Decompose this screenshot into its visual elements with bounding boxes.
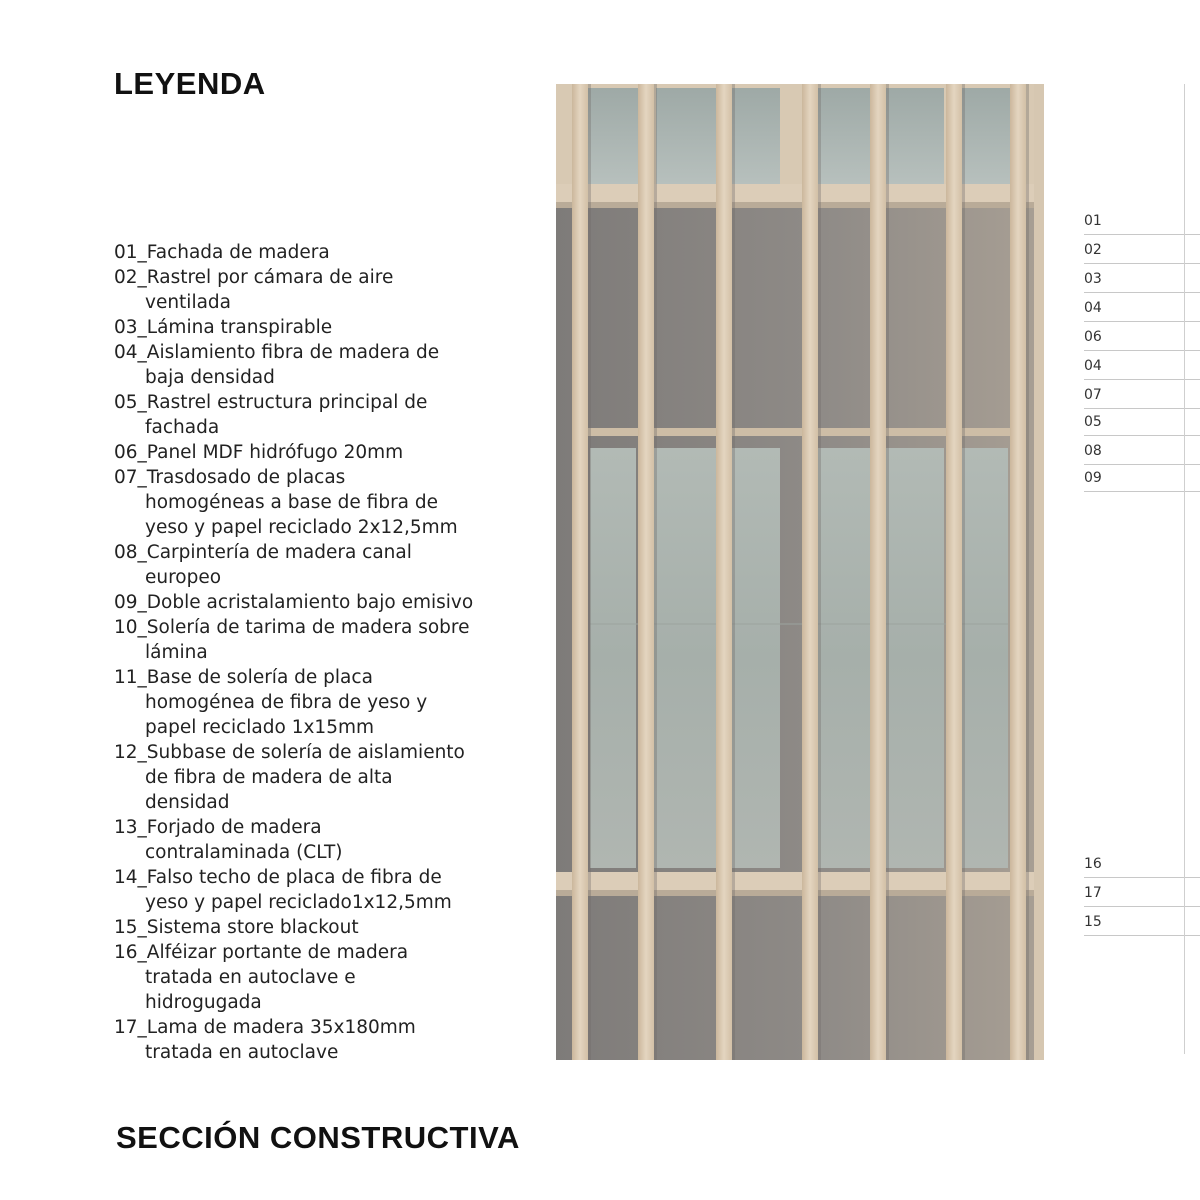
wood-slat-shadow — [962, 84, 965, 1060]
section-tag-upper — [1084, 386, 1200, 409]
legend-title: LEYENDA — [114, 66, 266, 101]
legend-item-text: 07_Trasdosado de placas — [114, 467, 346, 488]
legend-item-text: 06_Panel MDF hidrófugo 20mm — [114, 442, 404, 463]
wood-slat-shadow — [588, 84, 591, 1060]
legend-item — [114, 665, 514, 740]
facade-right-edge — [1034, 84, 1044, 1060]
wood-slat — [870, 84, 886, 1060]
legend-item-text: 15_Sistema store blackout — [114, 917, 359, 938]
wood-slat-shadow — [654, 84, 657, 1060]
wood-slat-shadow — [886, 84, 889, 1060]
legend-item-text: 10_Solería de tarima de madera sobre — [114, 617, 470, 638]
wood-slat-shadow — [818, 84, 821, 1060]
legend-item-text: 08_Carpintería de madera canal — [114, 542, 412, 563]
legend-item — [114, 740, 514, 815]
legend-item — [114, 540, 514, 590]
section-tag-label: 08 — [1084, 443, 1102, 459]
legend-item-continuation: contralaminada (CLT) — [145, 842, 343, 863]
legend-item — [114, 815, 514, 865]
wood-slat — [802, 84, 818, 1060]
section-tag-upper — [1084, 357, 1200, 380]
section-tag-label: 01 — [1084, 213, 1102, 229]
legend-item-continuation: de fibra de madera de alta — [145, 767, 393, 788]
section-tag-label: 05 — [1084, 414, 1102, 430]
section-tag-lower — [1084, 855, 1200, 878]
legend-item-text: 11_Base de solería de placa — [114, 667, 373, 688]
section-drawing-edge — [1184, 84, 1185, 1054]
legend-item-continuation: yeso y papel reciclado 2x12,5mm — [145, 517, 458, 538]
section-tag-label: 02 — [1084, 242, 1102, 258]
section-tag-label: 04 — [1084, 358, 1102, 374]
section-tag-upper — [1084, 270, 1200, 293]
legend-item — [114, 915, 514, 940]
legend-item — [114, 315, 514, 340]
legend-item-continuation: papel reciclado 1x15mm — [145, 717, 375, 738]
legend-item-text: 05_Rastrel estructura principal de — [114, 392, 428, 413]
section-tag-upper — [1084, 442, 1200, 465]
legend-item-text: 09_Doble acristalamiento bajo emisivo — [114, 592, 474, 613]
legend-item-continuation: tratada en autoclave — [145, 1042, 339, 1063]
section-title: SECCIÓN CONSTRUCTIVA — [116, 1120, 520, 1155]
legend-item-continuation: densidad — [145, 792, 230, 813]
section-tag-upper — [1084, 212, 1200, 235]
wood-slat — [716, 84, 732, 1060]
legend-item — [114, 390, 514, 440]
legend-item — [114, 340, 514, 390]
legend-item-continuation: tratada en autoclave e — [145, 967, 356, 988]
legend-item-continuation: homogéneas a base de fibra de — [145, 492, 439, 513]
legend-item — [114, 440, 514, 465]
section-tag-label: 09 — [1084, 470, 1102, 486]
wood-slat — [946, 84, 962, 1060]
section-tag-upper — [1084, 299, 1200, 322]
legend-item-text: 17_Lama de madera 35x180mm — [114, 1017, 416, 1038]
section-tag-label: 07 — [1084, 387, 1102, 403]
section-tag-label: 16 — [1084, 856, 1102, 872]
legend-item-continuation: baja densidad — [145, 367, 275, 388]
legend-item-text: 13_Forjado de madera — [114, 817, 322, 838]
section-tag-upper — [1084, 413, 1200, 436]
legend-item — [114, 240, 514, 265]
section-tag-upper — [1084, 328, 1200, 351]
legend-item-text: 12_Subbase de solería de aislamiento — [114, 742, 465, 763]
legend-item — [114, 465, 514, 540]
legend-item-continuation: europeo — [145, 567, 222, 588]
legend-item — [114, 590, 514, 615]
section-tag-label: 04 — [1084, 300, 1102, 316]
section-tag-label: 15 — [1084, 914, 1102, 930]
legend-item-continuation: homogénea de fibra de yeso y — [145, 692, 428, 713]
section-tag-upper — [1084, 469, 1200, 492]
facade-elevation-drawing — [556, 84, 1044, 1060]
legend-item-text: 16_Alféizar portante de madera — [114, 942, 409, 963]
legend-item-text: 04_Aislamiento fibra de madera de — [114, 342, 440, 363]
wood-slat-shadow — [732, 84, 735, 1060]
legend-item — [114, 265, 514, 315]
legend-item-continuation: lámina — [145, 642, 208, 663]
legend-item-text: 02_Rastrel por cámara de aire — [114, 267, 394, 288]
legend-item-text: 03_Lámina transpirable — [114, 317, 333, 338]
legend-item — [114, 1015, 514, 1065]
legend-item — [114, 865, 514, 915]
legend-item-continuation: yeso y papel reciclado1x12,5mm — [145, 892, 452, 913]
wood-slat — [572, 84, 588, 1060]
wood-slat-shadow — [1026, 84, 1029, 1060]
section-tag-label: 03 — [1084, 271, 1102, 287]
section-tag-lower — [1084, 884, 1200, 907]
section-tag-lower — [1084, 913, 1200, 936]
legend-item-continuation: fachada — [145, 417, 220, 438]
section-tag-upper — [1084, 241, 1200, 264]
wood-slat — [1010, 84, 1026, 1060]
legend-item — [114, 940, 514, 1015]
legend-item-text: 14_Falso techo de placa de fibra de — [114, 867, 442, 888]
legend-list — [114, 240, 514, 1065]
legend-item-continuation: hidrogugada — [145, 992, 262, 1013]
legend-item-continuation: ventilada — [145, 292, 232, 313]
legend-item-text: 01_Fachada de madera — [114, 242, 330, 263]
section-tag-label: 17 — [1084, 885, 1102, 901]
section-tag-label: 06 — [1084, 329, 1102, 345]
wood-slat — [638, 84, 654, 1060]
legend-item — [114, 615, 514, 665]
